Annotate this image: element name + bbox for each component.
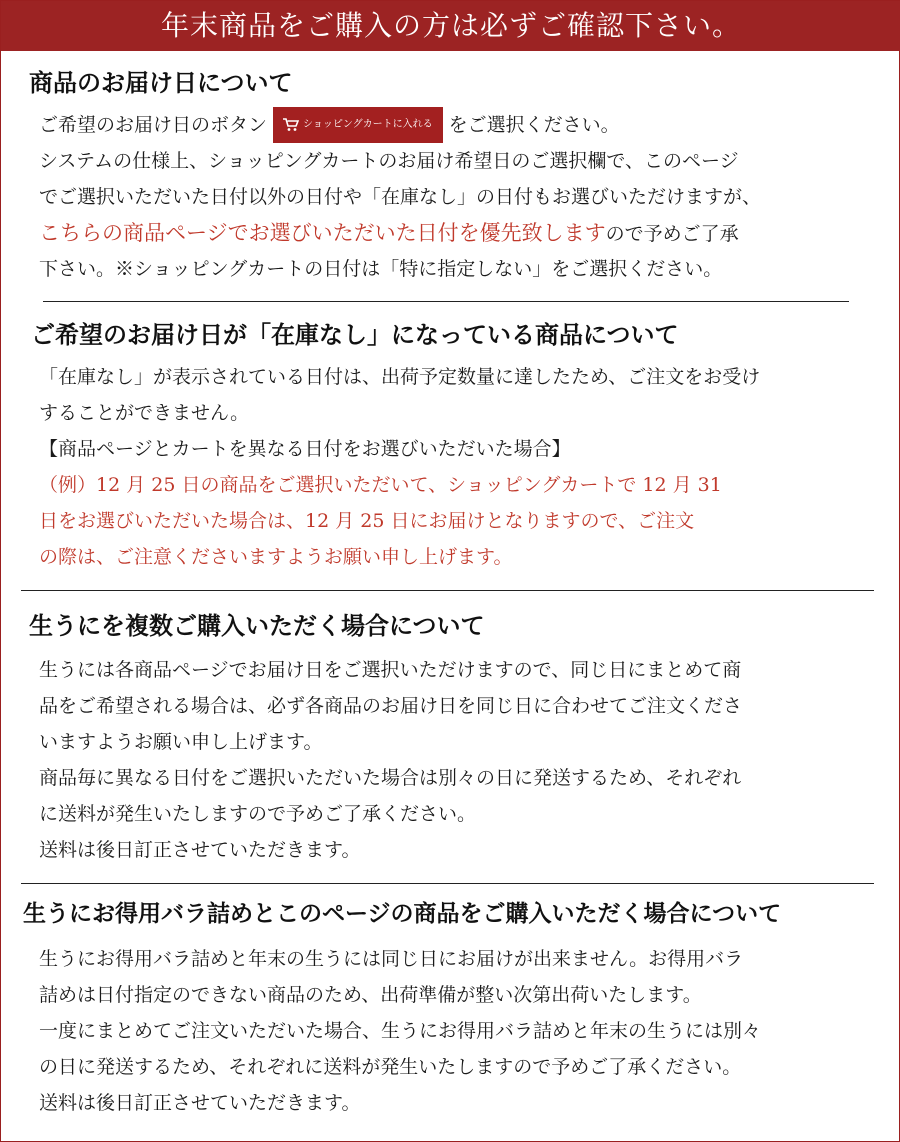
section-heading-delivery-date: 商品のお届け日について <box>29 68 293 97</box>
text-line: 【商品ページとカートを異なる日付をお選びいただいた場合】 <box>39 438 571 460</box>
text-line: 送料は後日訂正させていただきます。 <box>39 839 361 861</box>
cart-button-label: ショッピングカートに入れる <box>303 119 433 130</box>
section-body-bulk-pack <box>39 941 761 1121</box>
section-divider <box>21 883 874 884</box>
text-line: の日に発送するため、それぞれに送料が発生いたしますので予めご了承ください。 <box>39 1056 742 1078</box>
warning-line: の際は、ご注意くださいますようお願い申し上げます。 <box>39 546 513 568</box>
text-segment: をご選択ください。 <box>448 114 620 136</box>
text-line: でご選択いただいた日付以外の日付や「在庫なし」の日付もお選びいただけますが、 <box>39 186 762 208</box>
text-segment: ご希望のお届け日のボタン <box>39 114 268 136</box>
add-to-cart-button[interactable] <box>273 107 443 143</box>
text-line: 生うにお得用バラ詰めと年末の生うには同じ日にお届けが出来ません。お得用バラ <box>39 948 744 970</box>
text-segment: ので予めご了承 <box>605 223 739 245</box>
notice-banner <box>1 1 900 51</box>
section-divider <box>43 301 849 302</box>
section-heading-bulk-pack: 生うにお得用バラ詰めとこのページの商品をご購入いただく場合について <box>23 900 782 927</box>
warning-line: （例）12 月 25 日の商品をご選択いただいて、ショッピングカートで 12 月 31 <box>39 474 722 496</box>
text-line: システムの仕様上、ショッピングカートのお届け希望日のご選択欄で、このページ <box>39 150 739 172</box>
warning-line: 日をお選びいただいた場合は、12 月 25 日にお届けとなりますので、ご注文 <box>39 510 695 532</box>
text-line: 商品毎に異なる日付をご選択いただいた場合は別々の日に発送するため、それぞれ <box>39 767 742 789</box>
text-line <box>39 215 761 251</box>
text-line: 生うには各商品ページでお届け日をご選択いただけますので、同じ日にまとめて商 <box>39 659 742 681</box>
text-line: 一度にまとめてご注文いただいた場合、生うにお得用バラ詰めと年末の生うには別々 <box>39 1020 762 1042</box>
text-line: 「在庫なし」が表示されている日付は、出荷予定数量に達したため、ご注文をお受け <box>39 366 761 388</box>
section-heading-out-of-stock: ご希望のお届け日が「在庫なし」になっている商品について <box>31 320 679 349</box>
highlight-text: こちらの商品ページでお選びいただいた日付を優先致します <box>39 221 606 245</box>
text-line: 品をご希望される場合は、必ず各商品のお届け日を同じ日に合わせてご注文くださ <box>39 695 743 717</box>
section-heading-multiple-purchase: 生うにを複数ご購入いただく場合について <box>29 611 485 640</box>
text-line: 下さい。※ショッピングカートの日付は「特に指定しない」をご選択ください。 <box>39 258 723 280</box>
cart-icon <box>283 118 299 132</box>
text-line: することができません。 <box>39 402 250 424</box>
text-line: 詰めは日付指定のできない商品のため、出荷準備が整い次第出荷いたします。 <box>39 984 702 1006</box>
text-line: に送料が発生いたしますので予めご了承ください。 <box>39 803 477 825</box>
banner-title: 年末商品をご購入の方は必ずご確認下さい。 <box>160 9 741 42</box>
section-body-multiple-purchase <box>39 652 742 868</box>
section-body-out-of-stock <box>39 359 760 575</box>
text-line: 送料は後日訂正させていただきます。 <box>39 1092 361 1114</box>
text-line <box>39 107 761 143</box>
section-divider <box>21 590 874 591</box>
text-line: いますようお願い申し上げます。 <box>39 731 323 753</box>
section-body-delivery-date <box>39 107 761 287</box>
